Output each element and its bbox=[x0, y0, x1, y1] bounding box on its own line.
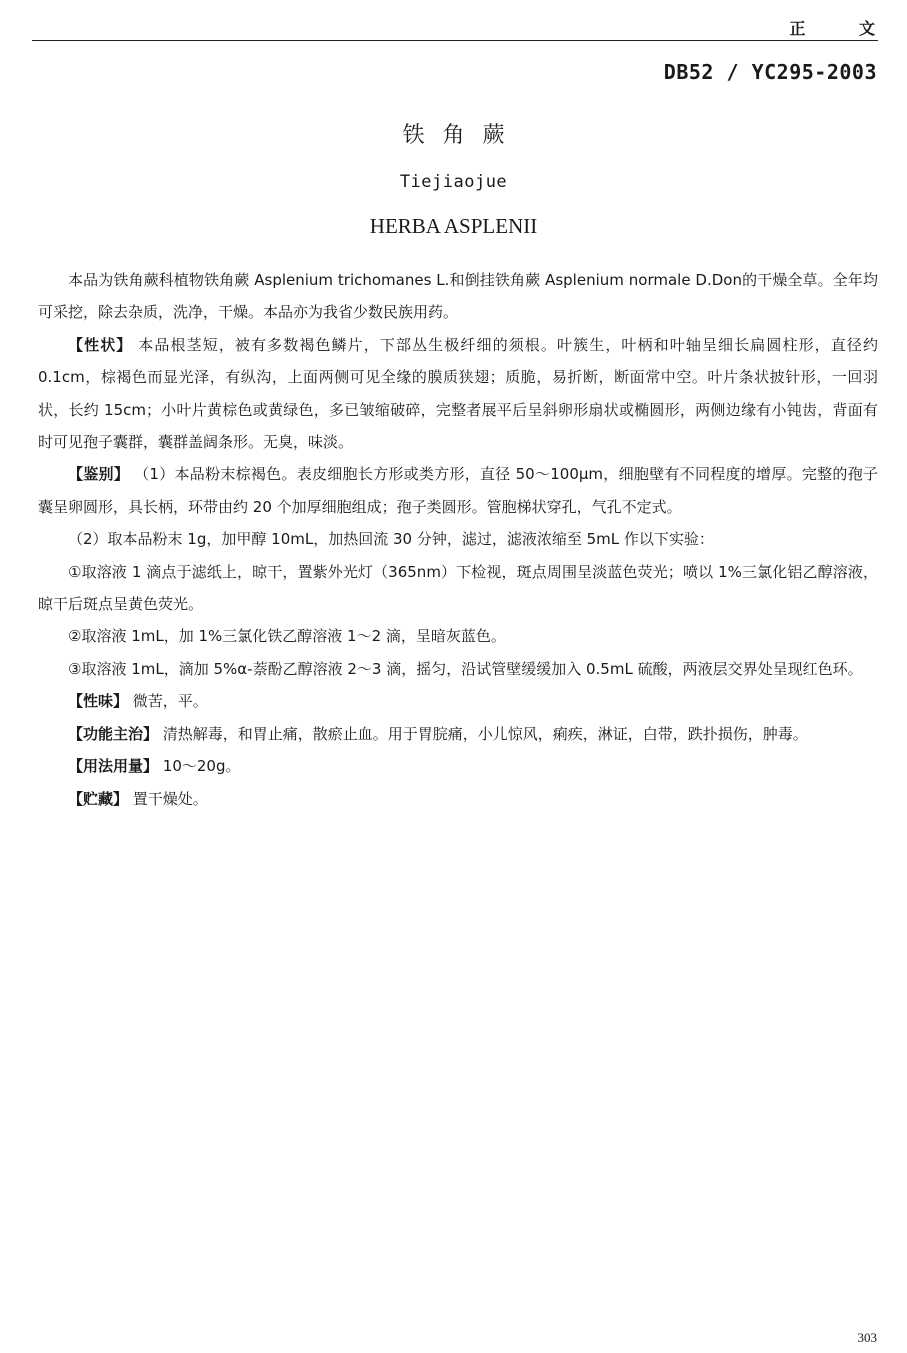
title-chinese: 铁角蕨 bbox=[402, 123, 523, 148]
test-2-paragraph: ②取溶液 1mL，加 1%三氯化铁乙醇溶液 1～2 滴，呈暗灰蓝色。 bbox=[68, 627, 506, 646]
intro-paragraph: 本品为铁角蕨科植物铁角蕨 Asplenium trichomanes L.和倒挂铁角蕨 Asplenium normale D.Don的干燥全草。全年均可采挖，除去杂质，洗净，干燥。本品亦为我省少数民族用药。 bbox=[38, 271, 878, 322]
function-paragraph bbox=[38, 718, 878, 750]
identification-label: 【鉴别】 bbox=[68, 465, 130, 484]
storage-paragraph bbox=[38, 783, 878, 815]
description-text: 本品根茎短，被有多数褐色鳞片，下部丛生极纤细的须根。叶簇生，叶柄和叶轴呈细长扁圆柱形，直径约 0.1cm，棕褐色而显光泽，有纵沟，上面两侧可见全缘的膜质狭翅；质脆，易折断，断面常中空。叶片条状披针形，一回羽状，长约 15cm；小叶片黄棕色或黄绿色，多已皱缩破碎，完整者展平后呈斜卵形扇状或椭圆形，两侧边缘有小钝齿，背面有时可见孢子囊群，囊群盖阔条形。无臭，味淡。 bbox=[38, 335, 878, 452]
identification-paragraph-2: （2）取本品粉末 1g，加甲醇 10mL，加热回流 30 分钟，滤过，滤液浓缩至 5mL 作以下实验： bbox=[68, 530, 714, 549]
identification-text-1: （1）本品粉末棕褐色。表皮细胞长方形或类方形，直径 50～100μm，细胞壁有不同程度的增厚。完整的孢子囊呈卵圆形，具长柄，环带由约 20 个加厚细胞组成；孢子类圆形。管胞梯状穿孔，气孔不定式。 bbox=[38, 465, 878, 516]
title-pinyin: Tiejiaojue bbox=[399, 172, 508, 192]
dosage-text: 10～20g。 bbox=[158, 757, 241, 776]
dosage-paragraph bbox=[38, 750, 878, 782]
page-number: 303 bbox=[857, 1330, 877, 1345]
section-label: 正 文 bbox=[789, 19, 899, 38]
header-divider bbox=[32, 40, 878, 41]
storage-text: 置干燥处。 bbox=[128, 789, 208, 808]
storage-label: 【贮藏】 bbox=[68, 789, 129, 808]
description-paragraph bbox=[38, 329, 878, 459]
description-label: 【性状】 bbox=[68, 335, 133, 354]
taste-label: 【性味】 bbox=[68, 692, 129, 711]
test-1-paragraph: ①取溶液 1 滴点于滤纸上，晾干，置紫外光灯（365nm）下检视，斑点周围呈淡蓝色荧光；喷以 1%三氯化铝乙醇溶液，晾干后斑点呈黄色荧光。 bbox=[38, 562, 878, 614]
document-body bbox=[38, 264, 878, 815]
standard-code: DB52 / YC295-2003 bbox=[663, 60, 877, 84]
taste-paragraph bbox=[38, 685, 878, 717]
identification-paragraph bbox=[38, 458, 878, 523]
function-text: 清热解毒，和胃止痛，散瘀止血。用于胃脘痛，小儿惊风，痢疾，淋证，白带，跌扑损伤，肿毒。 bbox=[158, 724, 808, 743]
title-latin: HERBA ASPLENII bbox=[369, 214, 538, 238]
taste-text: 微苦，平。 bbox=[128, 692, 208, 711]
dosage-label: 【用法用量】 bbox=[68, 757, 159, 776]
function-label: 【功能主治】 bbox=[68, 724, 159, 743]
test-3-paragraph: ③取溶液 1mL，滴加 5%α-萘酚乙醇溶液 2～3 滴，摇匀，沿试管壁缓缓加入 0.5mL 硫酸，两液层交界处呈现红色环。 bbox=[68, 659, 863, 678]
